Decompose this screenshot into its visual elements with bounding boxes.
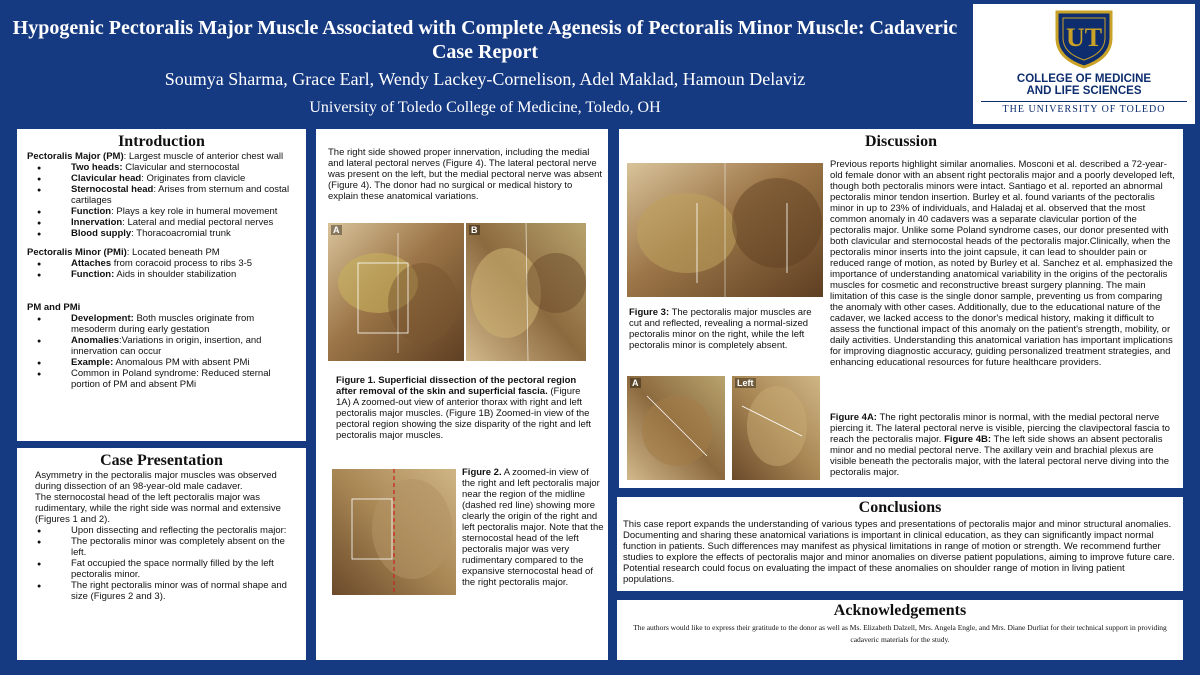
figure-4a-image xyxy=(627,376,725,480)
poster-header xyxy=(10,16,960,118)
case-presentation-panel xyxy=(17,448,306,660)
figure-1-caption: Figure 1. Superficial dissection of the pectoral region after removal of the skin and superficial fascia. (Figure 1A) A zoomed-out view of anterior thorax with right and left pectoralis major muscles. (Figure 1B) Zoomed-in view of the pectoral region showing the size disparity of the right and left pectoralis major muscles. xyxy=(336,375,592,441)
acknowledgements-heading: Acknowledgements xyxy=(833,602,967,619)
list-item: ● Blood supply: Thoracoacromial trunk xyxy=(27,228,296,239)
figure-3-image xyxy=(627,163,823,297)
list-item: ● Two heads: Clavicular and sternocostal xyxy=(27,162,296,173)
case-list xyxy=(27,525,296,602)
list-item: ● The pectoralis minor was completely absent on the left. xyxy=(27,536,296,558)
logo-line-2: AND LIFE SCIENCES xyxy=(1026,85,1142,97)
list-item: ● Development: Both muscles originate from mesoderm during early gestation xyxy=(27,313,296,335)
list-item: ● Function: Aids in shoulder stabilization xyxy=(27,269,296,280)
figure-2-image xyxy=(332,469,456,595)
acknowledgements-body: The authors would like to express their gratitude to the donor as well as Ms. Elizabeth Dalzell, Mrs. Angela Engle, and Mrs. Diane Durliat for their technical support in providing cadaveric materials for the study. xyxy=(633,623,1167,644)
discussion-panel xyxy=(619,129,1183,488)
pm-pmi-heading: PM and PMi xyxy=(27,302,81,313)
pmi-definition: Pectoralis Minor (PMi): Located beneath PM xyxy=(27,247,220,258)
list-item: ● Innervation: Lateral and medial pectoral nerves xyxy=(27,217,296,228)
case-paragraph-1: Asymmetry in the pectoralis major muscles was observed during dissection of an 98-year-old male cadaver. xyxy=(35,470,277,492)
affiliation: University of Toledo College of Medicine, Toledo, OH xyxy=(309,99,661,116)
list-item: ● Sternocostal head: Arises from sternum and costal cartilages xyxy=(27,184,296,206)
innervation-text: The right side showed proper innervation, including the medial and lateral pectoral nerves (Figure 4). The lateral pectoral nerve was present on the left, but the medial pectoral nerve was absent (Figure 4). The donor had no surgical or medical history to explain these anatomical variations. xyxy=(328,147,603,202)
conclusions-heading: Conclusions xyxy=(858,499,942,516)
list-item: ● Clavicular head: Originates from clavicle xyxy=(27,173,296,184)
figure-4-caption: Figure 4A: The right pectoralis minor is normal, with the medial pectoral nerve piercing it. The lateral pectoral nerve is visible, piercing the clavipectoral fascia to reach the pectoralis major. Figure 4B: The left side shows an absent pectoralis minor and no medial pectoral nerve. The axillary vein and brachial plexus are visible beneath the pectoralis major, with the lateral pectoral nerve diving into the pectoralis major. xyxy=(830,412,1170,478)
conclusions-body: This case report expands the understanding of various types and presentations of pectoralis major and minor structural anomalies. Documenting and sharing these anatomical variations is important in clinical education, as they can significantly impact normal function in patients. Such differences may manifest as physical limitations in range of motion or strength. We recommend further studies to explore the effects of pectoralis major and minor anomalies on diverse patient populations, aiming to improve future care. Potential research could focus on evaluating the impact of these anomalies on shoulder range of motion in living patient populations. xyxy=(623,519,1175,585)
pm-definition: Pectoralis Major (PM): Largest muscle of anterior chest wall xyxy=(27,151,284,162)
list-item: ● Fat occupied the space normally filled by the left pectoralis minor. xyxy=(27,558,296,580)
discussion-heading: Discussion xyxy=(864,133,938,150)
list-item: ● Function: Plays a key role in humeral movement xyxy=(27,206,296,217)
authors: Soumya Sharma, Grace Earl, Wendy Lackey-Cornelison, Adel Maklad, Hamoun Delaviz xyxy=(164,69,806,89)
list-item: ● The right pectoralis minor was of normal shape and size (Figures 2 and 3). xyxy=(27,580,296,602)
figure-4b-image xyxy=(732,376,820,480)
case-presentation-body xyxy=(27,470,296,602)
introduction-body xyxy=(27,151,296,390)
conclusions-panel xyxy=(617,497,1183,591)
shield-text: UT xyxy=(1065,23,1103,52)
case-paragraph-2: The sternocostal head of the left pectoralis major was rudimentary, while the right side was normal and extensive (Figures 1 and 2). xyxy=(35,492,281,525)
figure-2-caption: Figure 2. A zoomed-in view of the right and left pectoralis major near the region of the midline (dashed red line) showing more clearly the origin of the right and left pectoralis major. Note that the sternocostal head of the left pectoralis major was very rudimentary compared to the expansive sternocostal head of the right pectoralis major. xyxy=(462,467,604,588)
figure-4b-tag: Left xyxy=(737,378,754,388)
list-item: ● Attaches from coracoid process to ribs 3-5 xyxy=(27,258,296,269)
figure-1a-tag: A xyxy=(333,225,340,235)
figures-panel xyxy=(316,129,608,660)
figure-1a-image xyxy=(328,223,464,361)
poster-title: Hypogenic Pectoralis Major Muscle Associated with Complete Agenesis of Pectoralis Minor Muscle: Cadaveric Case Report xyxy=(12,17,958,63)
logo-line-1: COLLEGE OF MEDICINE xyxy=(1016,73,1152,85)
introduction-heading: Introduction xyxy=(118,133,205,150)
list-item: ● Common in Poland syndrome: Reduced sternal portion of PM and absent PMi xyxy=(27,368,296,390)
pmi-list xyxy=(27,258,296,280)
figure-4a-tag: A xyxy=(632,378,639,388)
logo-line-3: THE UNIVERSITY OF TOLEDO xyxy=(1002,104,1166,115)
acknowledgements-panel xyxy=(617,600,1183,660)
list-item: ● Example: Anomalous PM with absent PMi xyxy=(27,357,296,368)
university-logo xyxy=(973,4,1195,124)
discussion-body: Previous reports highlight similar anomalies. Mosconi et al. described a 72-year-old female donor with an absent right pectoralis major and a poorly developed left, though both pectoralis minors were intact. Santiago et al. reported an abnormal pectoralis minor tendon insertion. Burley et al. found variants of the pectoralis minor in up to 23% of individuals, and Haladaj et al. observed that the most common anomaly in 40 cadavers was a separate clavicular portion of the pectoralis major. Unlike some Poland syndrome cases, our donor presented with both clavicular and sternocostal heads of the pectoralis major.Clinically, when the pectoralis minor inserts into the joint capsule, it can lead to shoulder pain or reduced range of motion, as noted by Burley et al. Sanchez et al. emphasized the importance of understanding anatomical variability in the origins of the pectoralis muscles for cosmetic and reconstructive breast surgery planning. The main limitation of this case is the single donor sample, preventing us from comparing the anomaly with other cases. Additionally, due to the educational nature of the cadaver, we lacked access to the donor's medical history, making it difficult to assess the functional impact of this anomaly on the patient's strength, mobility, or daily activities. Understanding this anatomical variation has important implications for improving diagnostic accuracy, guiding personalized treatment strategies, and enhancing educational resources for future healthcare providers. xyxy=(830,159,1175,368)
pm-pmi-list xyxy=(27,313,296,390)
figure-1b-image xyxy=(466,223,586,361)
case-presentation-heading: Case Presentation xyxy=(100,452,223,469)
pm-list xyxy=(27,162,296,239)
list-item: ● Anomalies:Variations in origin, insertion, and innervation can occur xyxy=(27,335,296,357)
logo-divider xyxy=(981,101,1187,102)
list-item: ● Upon dissecting and reflecting the pectoralis major: xyxy=(27,525,296,536)
introduction-panel xyxy=(17,129,306,441)
figure-3-caption: Figure 3: The pectoralis major muscles are cut and reflected, revealing a normal-sized pectoralis minor on the right, while the left pectoralis minor is completely absent. xyxy=(629,307,812,351)
shield-icon xyxy=(1053,8,1115,70)
figure-1b-tag: B xyxy=(471,225,478,235)
